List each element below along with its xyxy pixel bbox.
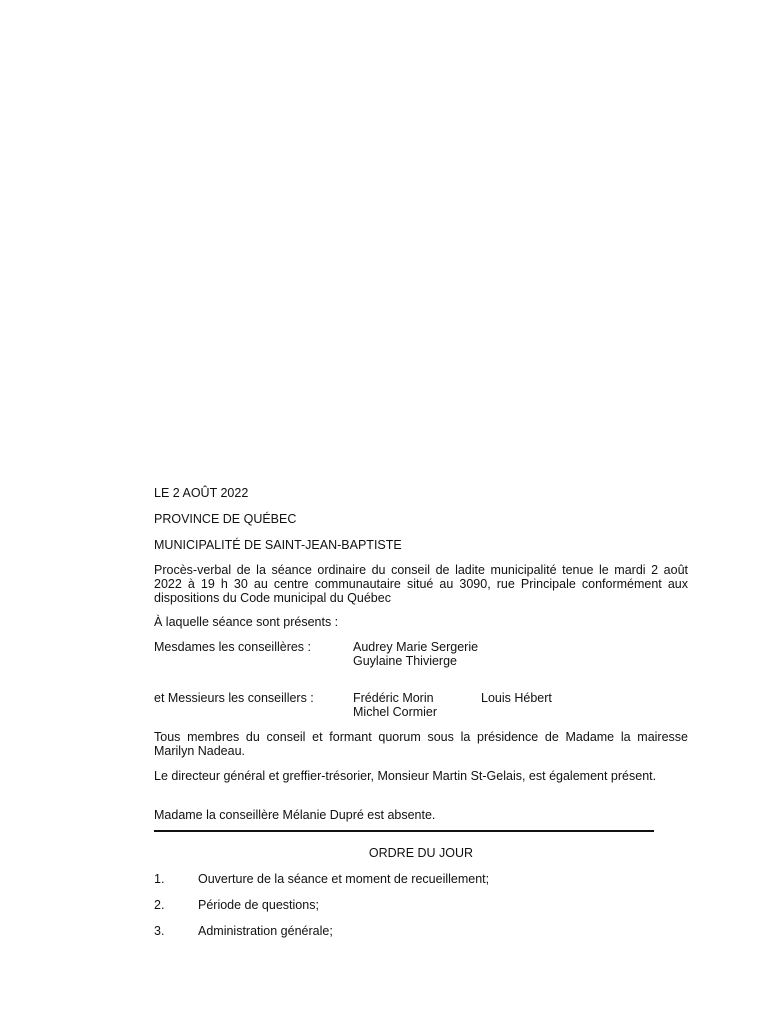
agenda-item-number: 2.	[154, 898, 165, 912]
councillor-name: Audrey Marie Sergerie	[353, 640, 479, 654]
agenda-item-text: Administration générale;	[198, 924, 333, 938]
municipality-heading: MUNICIPALITÉ DE SAINT-JEAN-BAPTISTE	[154, 538, 402, 552]
councillor-name: Michel Cormier	[353, 705, 438, 719]
agenda-title: ORDRE DU JOUR	[368, 846, 474, 860]
intro-paragraph: Procès-verbal de la séance ordinaire du conseil de ladite municipalité tenue le mardi 2 août 2022 à 19 h 30 au centre communautaire situé au 3090, rue Principale conformément aux dispositions du Code municipal du Québec	[154, 563, 688, 605]
presence-intro: À laquelle séance sont présents :	[154, 615, 339, 629]
councillors-men-label: et Messieurs les conseillers :	[154, 691, 314, 705]
councillors-women-label: Mesdames les conseillères :	[154, 640, 312, 654]
agenda-item-number: 3.	[154, 924, 165, 938]
councillor-name: Guylaine Thivierge	[353, 654, 457, 668]
province-heading: PROVINCE DE QUÉBEC	[154, 512, 297, 526]
quorum-paragraph: Tous membres du conseil et formant quorum sous la présidence de Madame la mairesse Marilyn Nadeau.	[154, 730, 688, 758]
agenda-item-text: Période de questions;	[198, 898, 319, 912]
agenda-item-number: 1.	[154, 872, 165, 886]
absence-paragraph: Madame la conseillère Mélanie Dupré est absente.	[154, 808, 436, 822]
director-paragraph: Le directeur général et greffier-trésorier, Monsieur Martin St-Gelais, est également présent.	[154, 769, 657, 783]
meeting-date: LE 2 AOÛT 2022	[154, 486, 249, 500]
horizontal-rule	[154, 830, 654, 832]
councillor-name: Louis Hébert	[481, 691, 552, 705]
agenda-item-text: Ouverture de la séance et moment de recueillement;	[198, 872, 490, 886]
councillor-name: Frédéric Morin	[353, 691, 434, 705]
